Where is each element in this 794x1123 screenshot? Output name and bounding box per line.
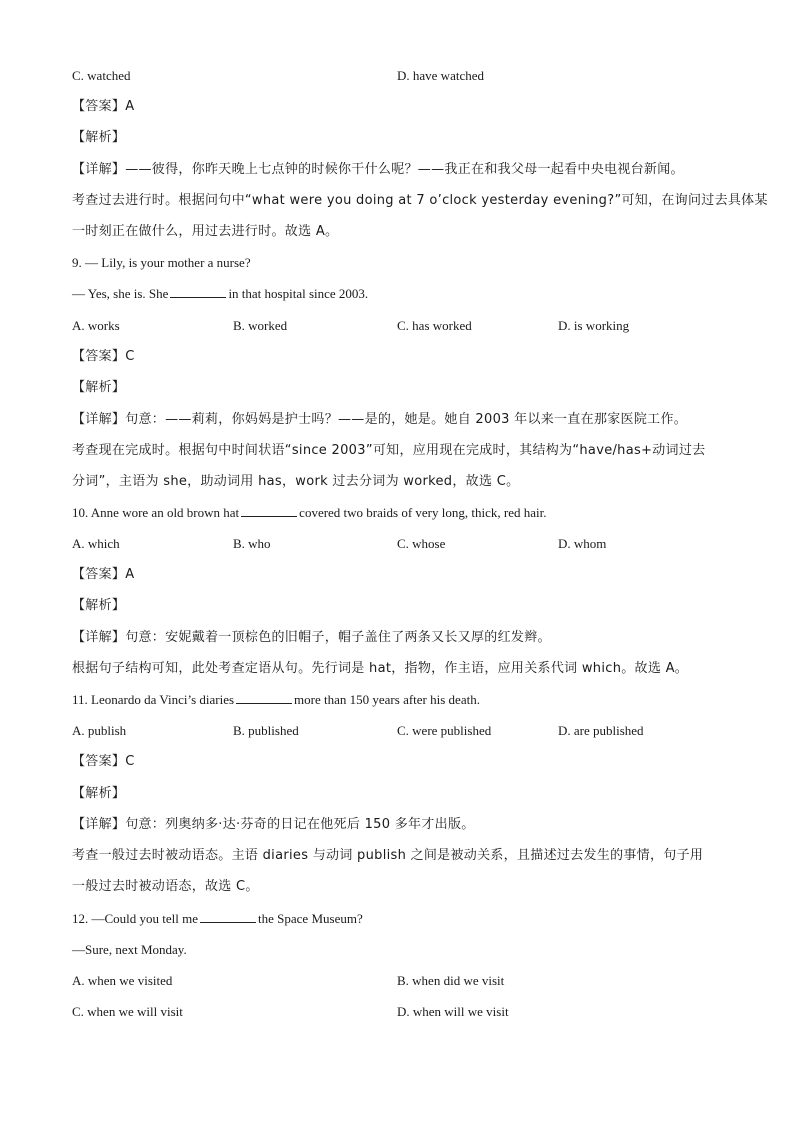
q8-option-d: D. have watched (397, 68, 484, 83)
q8-detail-1: 【详解】——彼得，你昨天晚上七点钟的时候你干什么呢？——我正在和我父母一起看中央电视台新闻。 (72, 162, 684, 177)
q12-question-line-1 (72, 910, 363, 928)
q10-option-c: C. whose (397, 536, 446, 551)
q8-detail-2: 考查过去进行时。根据问句中“what were you doing at 7 o’clock yesterday evening?”可知，在询问过去具体某 (72, 193, 768, 208)
q11-option-d: D. are published (558, 723, 644, 738)
q10-before-blank: 10. Anne wore an old brown hat (72, 505, 240, 520)
q12-before-blank: 12. —Could you tell me (72, 911, 199, 926)
q9-detail-3: 分词”，主语为 she，助动词用 has，work 过去分词为 worked，故选 C。 (72, 474, 520, 489)
q11-detail-3: 一般过去时被动语态，故选 C。 (72, 879, 259, 894)
q9-detail-1: 【详解】句意：——莉莉，你妈妈是护士吗？——是的，她是。她自 2003 年以来一直在那家医院工作。 (72, 412, 688, 427)
q10-option-d: D. whom (558, 536, 607, 551)
q8-analysis-label: 【解析】 (72, 130, 126, 145)
q10-analysis-label: 【解析】 (72, 598, 126, 613)
q12-option-b: B. when did we visit (397, 973, 505, 988)
q12-option-a: A. when we visited (72, 973, 173, 988)
q9-option-b: B. worked (233, 318, 288, 333)
q11-option-b: B. published (233, 723, 299, 738)
q11-detail-1: 【详解】句意：列奥纳多·达·芬奇的日记在他死后 150 多年才出版。 (72, 817, 475, 832)
q12-option-d: D. when will we visit (397, 1004, 509, 1019)
q11-answer: 【答案】C (72, 754, 135, 769)
q11-analysis-label: 【解析】 (72, 786, 126, 801)
answer-blank (200, 910, 256, 923)
q9-analysis-label: 【解析】 (72, 380, 126, 395)
q10-question (72, 504, 546, 522)
q9-option-d: D. is working (558, 318, 630, 333)
q9-detail-2: 考查现在完成时。根据句中时间状语“since 2003”可知，应用现在完成时，其结构为“have/has+动词过去 (72, 443, 706, 458)
q9-line2-before-blank: — Yes, she is. She (72, 286, 169, 301)
q11-question (72, 691, 480, 709)
q11-after-blank: more than 150 years after his death. (294, 692, 480, 707)
q12-after-blank: the Space Museum? (258, 911, 363, 926)
q11-detail-2: 考查一般过去时被动语态。主语 diaries 与动词 publish 之间是被动关系，且描述过去发生的事情，句子用 (72, 848, 704, 863)
q10-after-blank: covered two braids of very long, thick, red hair. (299, 505, 547, 520)
q9-question-line-1: 9. — Lily, is your mother a nurse? (72, 255, 251, 270)
q8-option-c: C. watched (72, 68, 131, 83)
q8-detail-3: 一时刻正在做什么，用过去进行时。故选 A。 (72, 224, 339, 239)
q8-answer: 【答案】A (72, 99, 135, 114)
q9-option-c: C. has worked (397, 318, 472, 333)
q10-answer: 【答案】A (72, 567, 135, 582)
answer-blank (241, 504, 297, 517)
q9-answer: 【答案】C (72, 349, 135, 364)
q10-option-a: A. which (72, 536, 120, 551)
q9-line2-after-blank: in that hospital since 2003. (228, 286, 369, 301)
q10-option-b: B. who (233, 536, 271, 551)
q10-detail-2: 根据句子结构可知，此处考查定语从句。先行词是 hat，指物，作主语，应用关系代词 which。故选 A。 (72, 661, 689, 676)
q12-question-line-2: —Sure, next Monday. (72, 942, 187, 957)
q9-question-line-2 (72, 285, 368, 303)
q11-before-blank: 11. Leonardo da Vinci’s diaries (72, 692, 235, 707)
answer-blank (170, 285, 226, 298)
answer-blank (236, 691, 292, 704)
q9-option-a: A. works (72, 318, 120, 333)
q10-detail-1: 【详解】句意：安妮戴着一顶棕色的旧帽子，帽子盖住了两条又长又厚的红发辫。 (72, 630, 551, 645)
q12-option-c: C. when we will visit (72, 1004, 183, 1019)
q11-option-c: C. were published (397, 723, 492, 738)
q11-option-a: A. publish (72, 723, 127, 738)
